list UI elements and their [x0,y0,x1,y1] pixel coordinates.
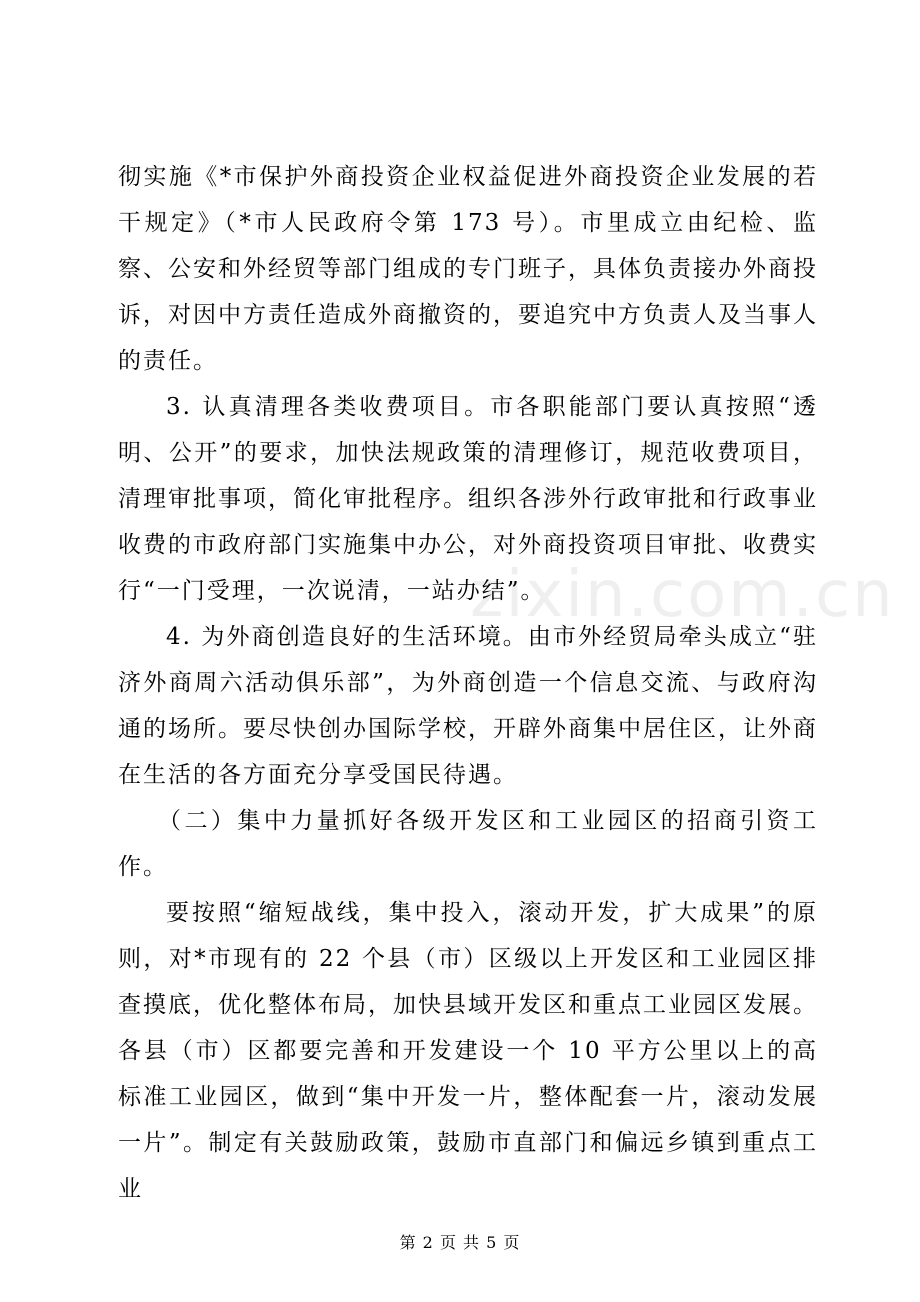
paragraph-item-3: 3. 认真清理各类收费项目。市各职能部门要认真按照“透明、公开”的要求，加快法规政策的清理修订，规范收费项目，清理审批事项，简化审批程序。组织各涉外行政审批和行政事业收费的市政府部门实施集中办公，对外商投资项目审批、收费实行“一门受理，一次说清，一站办结”。 [118,394,818,604]
document-body [118,154,818,1212]
section-heading-2: （二）集中力量抓好各级开发区和工业园区的招商引资工作。 [118,808,818,880]
page-footer: 第 2 页 共 5 页 [399,1233,521,1252]
paragraph-item-4: 4. 为外商创造良好的生活环境。由市外经贸局牵头成立“驻济外商周六活动俱乐部”，为外商创造一个信息交流、与政府沟通的场所。要尽快创办国际学校，开辟外商集中居住区，让外商在生活的各方面充分享受国民待遇。 [118,624,818,788]
paragraph-continuation: 彻实施《*市保护外商投资企业权益促进外商投资企业发展的若干规定》（*市人民政府令第 173 号）。市里成立由纪检、监察、公安和外经贸等部门组成的专门班子，具体负责接办外商投诉，对因中方责任造成外商撤资的，要追究中方负责人及当事人的责任。 [118,164,818,374]
paragraph-section-2-body: 要按照“缩短战线，集中投入，滚动开发，扩大成果”的原则，对*市现有的 22 个县（市）区级以上开发区和工业园区排查摸底，优化整体布局，加快县域开发区和重点工业园区发展。各县（市）区都要完善和开发建设一个 10 平方公里以上的高标准工业园区，做到“集中开发一片，整体配套一片，滚动发展一片”。制定有关鼓励政策，鼓励市直部门和偏远乡镇到重点工业 [118,900,818,1202]
watermark: zixin.com.cn [470,558,895,632]
